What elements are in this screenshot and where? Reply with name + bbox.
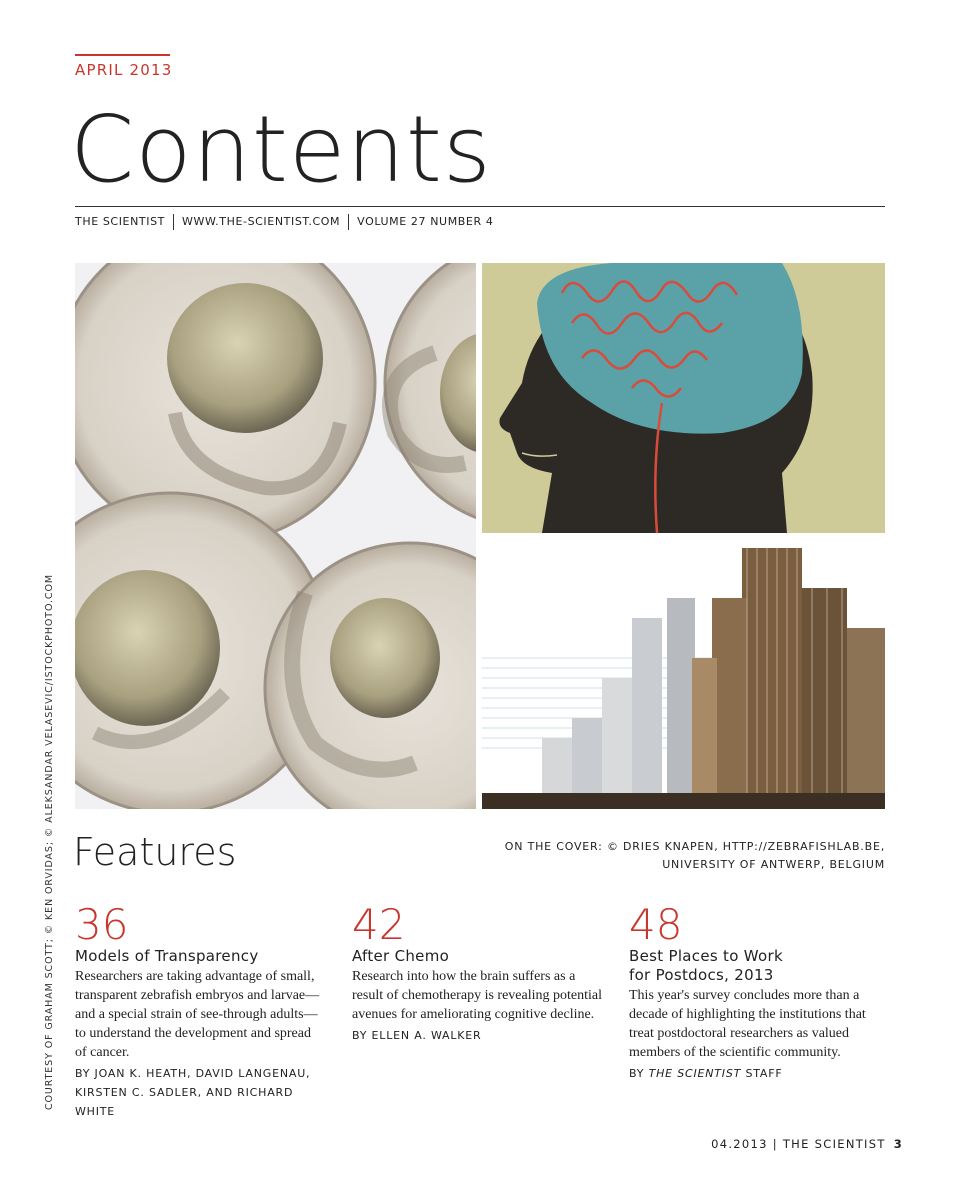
masthead-publication: THE SCIENTIST xyxy=(75,215,165,228)
feature-byline xyxy=(629,1064,879,1083)
feature-after-chemo[interactable] xyxy=(352,900,602,1045)
zebrafish-embryos-image xyxy=(75,263,476,809)
feature-page-number: 36 xyxy=(75,900,129,949)
cover-credit xyxy=(505,838,885,874)
photo-credit: COURTESY OF GRAHAM SCOTT; © KEN ORVIDAS; © ALEKSANDAR VELASEVIC/ISTOCKPHOTO.COM xyxy=(44,574,55,1110)
feature-page-number: 48 xyxy=(629,900,683,949)
feature-title-line-1: Best Places to Work xyxy=(629,947,783,965)
page-footer xyxy=(711,1137,903,1151)
masthead-volume: VOLUME 27 NUMBER 4 xyxy=(348,214,501,230)
footer-text: 04.2013 | THE SCIENTIST xyxy=(711,1137,886,1151)
title-divider xyxy=(75,206,885,207)
feature-best-places-to-work[interactable] xyxy=(629,900,879,1083)
feature-byline: BY JOAN K. HEATH, DAVID LANGENAU, KIRSTEN C. SADLER, AND RICHARD WHITE xyxy=(75,1067,311,1118)
feature-description: This year's survey concludes more than a decade of highlighting the institutions that treat postdoctoral researchers as valued members of the scientific community. xyxy=(629,988,866,1060)
city-skyline-illustration xyxy=(482,538,885,809)
feature-title[interactable]: After Chemo xyxy=(352,947,450,965)
page-number: 3 xyxy=(893,1137,903,1151)
cover-credit-line-1: ON THE COVER: © DRIES KNAPEN, HTTP://ZEBRAFISHLAB.BE, xyxy=(504,840,885,853)
byline-suffix: STAFF xyxy=(741,1067,783,1080)
byline-prefix: BY xyxy=(629,1067,649,1080)
feature-description: Research into how the brain suffers as a result of chemotherapy is revealing potential avenues for ameliorating cognitive decline. xyxy=(352,969,602,1022)
cover-credit-line-2: UNIVERSITY OF ANTWERP, BELGIUM xyxy=(662,858,885,871)
masthead-website: WWW.THE-SCIENTIST.COM xyxy=(173,214,348,230)
feature-page-number: 42 xyxy=(352,900,406,949)
feature-title-line-2: for Postdocs, 2013 xyxy=(629,966,774,984)
masthead xyxy=(75,214,501,230)
feature-description: Researchers are taking advantage of small, transparent zebrafish embryos and larvae—and a special strain of see-through adults—to understand the development and spread of cancer. xyxy=(75,969,320,1060)
feature-byline: BY ELLEN A. WALKER xyxy=(352,1029,482,1042)
issue-date-rule xyxy=(75,54,170,56)
feature-models-of-transparency[interactable] xyxy=(75,900,325,1121)
features-heading: Features xyxy=(73,830,237,874)
issue-date: APRIL 2013 xyxy=(75,61,173,79)
page-title: Contents xyxy=(70,96,492,203)
byline-publication: THE SCIENTIST xyxy=(648,1067,742,1080)
feature-title[interactable] xyxy=(629,947,879,985)
feature-title[interactable]: Models of Transparency xyxy=(75,947,259,965)
brain-illustration xyxy=(482,263,885,533)
